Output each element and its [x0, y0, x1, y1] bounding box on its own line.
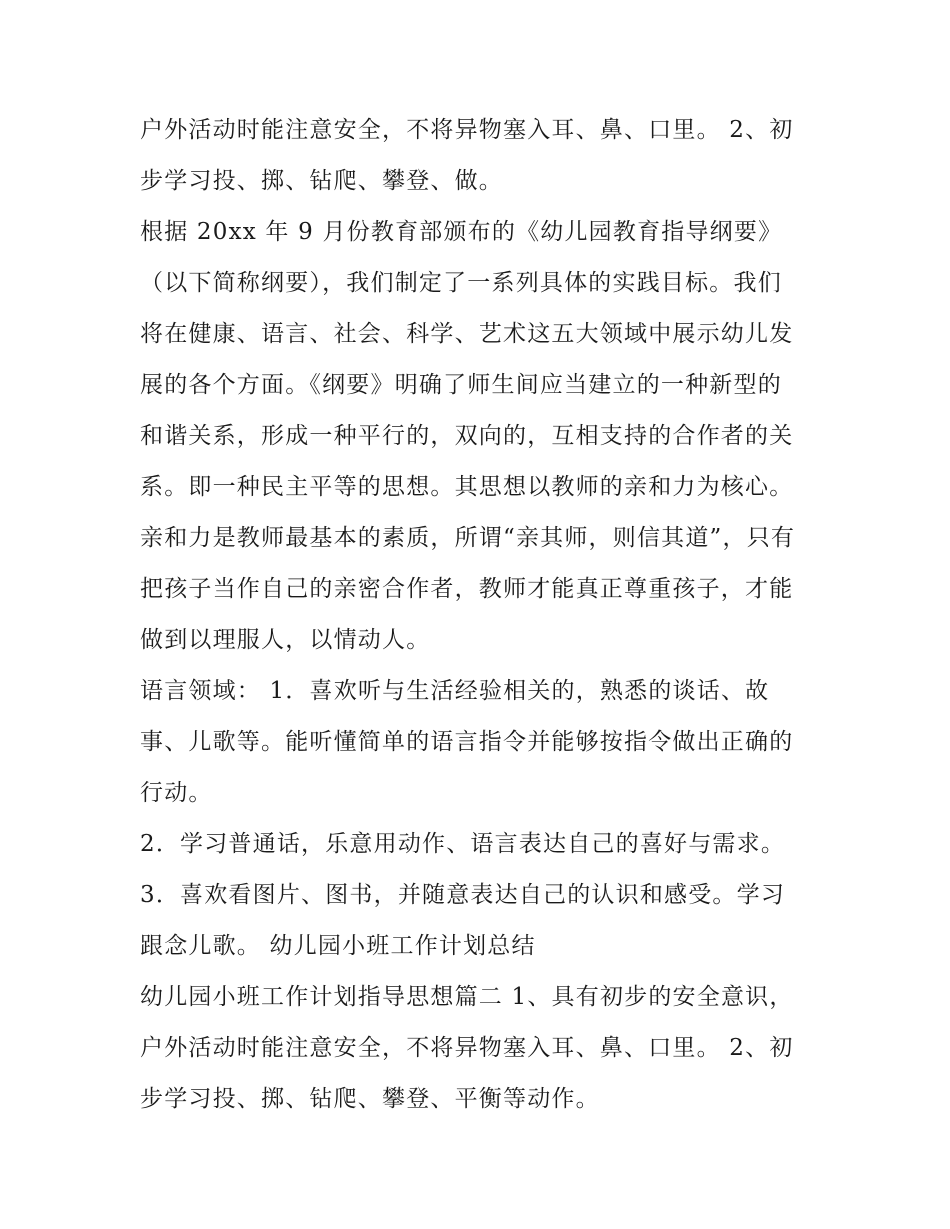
text-line: 根据 20xx 年 9 月份教育部颁布的《幼儿园教育指导纲要》 — [140, 219, 783, 245]
text-line: 2．学习普通话，乐意用动作、语言表达自己的喜好与需求。 — [140, 831, 786, 857]
text-line: 系。即一种民主平等的思想。其思想以教师的亲和力为核心。 — [140, 474, 794, 500]
text-line: （以下简称纲要），我们制定了一系列具体的实践目标。我们 — [140, 270, 782, 296]
text-line: 户外活动时能注意安全，不将异物塞入耳、鼻、口里。 2、初 — [140, 1035, 794, 1061]
text-line: 做到以理服人，以情动人。 — [140, 627, 431, 653]
text-line: 行动。 — [140, 780, 213, 806]
text-line: 语言领域： 1．喜欢听与生活经验相关的，熟悉的谈话、故 — [140, 678, 770, 704]
text-line: 3．喜欢看图片、图书，并随意表达自己的认识和感受。学习 — [140, 882, 786, 908]
text-line: 步学习投、掷、钻爬、攀登、做。 — [140, 168, 503, 194]
text-line: 跟念儿歌。 幼儿园小班工作计划总结 — [140, 933, 536, 959]
text-line: 和谐关系，形成一种平行的，双向的，互相支持的合作者的关 — [140, 423, 794, 449]
text-line: 步学习投、掷、钻爬、攀登、平衡等动作。 — [140, 1086, 600, 1112]
text-line: 户外活动时能注意安全，不将异物塞入耳、鼻、口里。 2、初 — [140, 117, 794, 143]
text-line: 展的各个方面。《纲要》明确了师生间应当建立的一种新型的 — [140, 372, 782, 398]
document-body — [140, 105, 820, 1125]
text-line: 幼儿园小班工作计划指导思想篇二 1、具有初步的安全意识， — [140, 984, 794, 1010]
text-line: 事、儿歌等。能听懂简单的语言指令并能够按指令做出正确的 — [140, 729, 794, 755]
text-line: 亲和力是教师最基本的素质，所谓“亲其师，则信其道”，只有 — [140, 525, 796, 551]
text-line: 将在健康、语言、社会、科学、艺术这五大领域中展示幼儿发 — [140, 321, 794, 347]
text-line: 把孩子当作自己的亲密合作者，教师才能真正尊重孩子，才能 — [140, 576, 794, 602]
